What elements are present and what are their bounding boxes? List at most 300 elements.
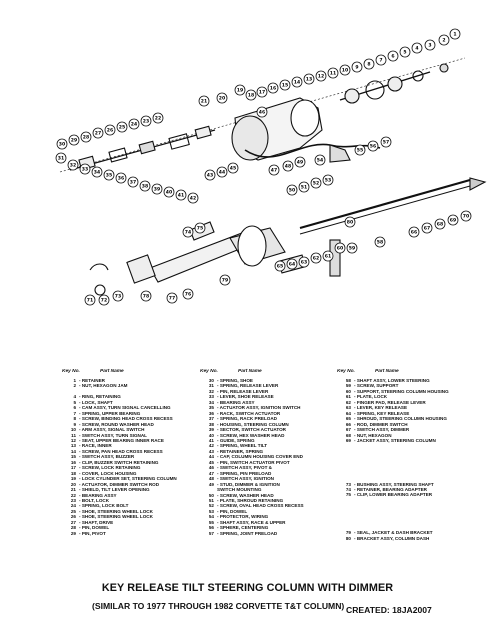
key-number: 19	[70, 476, 76, 482]
legend-entry: 25 - SHOE, STEERING WHEEL LOCK	[58, 509, 193, 514]
key-no-header: Key No.	[337, 369, 355, 374]
callout-number: 37	[129, 180, 137, 186]
legend-entry: 15 - SWITCH ASSY, BUZZER	[58, 454, 193, 459]
callout-number: 53	[324, 178, 332, 184]
callout-number: 1	[453, 32, 457, 38]
part-name: LOCK, SHAFT	[81, 399, 113, 405]
key-number: 42	[208, 443, 214, 449]
legend-entry: 32 - PIN, RELEASE LEVER	[196, 389, 331, 394]
part-name: SHAFT ASSY, RACE & UPPER	[219, 519, 286, 525]
legend-entry: 4 - RING, RETAINING	[58, 394, 193, 399]
part-name: NUT, HEXAGON JAM	[81, 383, 128, 389]
part-name: SPRING, WHEEL TILT	[219, 443, 268, 449]
legend-entry: 29 - PIN, PIVOT	[58, 531, 193, 536]
key-number: 10	[70, 427, 76, 433]
legend-entry: 35 - ACTUATOR ASSY, IGNITION SWITCH	[196, 405, 331, 410]
key-number: 55	[208, 519, 214, 525]
legend-column-1	[58, 369, 193, 536]
legend-entry: 16 - CLIP, BUZZER SWITCH RETAINING	[58, 460, 193, 465]
legend-entry: 14 - SCREW, PAN HEAD CROSS RECESS	[58, 449, 193, 454]
part-name: SWITCH ASSY, DIMMER	[356, 427, 410, 433]
callout-number: 5	[403, 50, 407, 56]
callout-number: 41	[177, 193, 185, 199]
key-number: 56	[208, 525, 214, 531]
legend-entry: 17 - SCREW, LOCK RETAINING	[58, 465, 193, 470]
part-name: PIN, RELEASE LEVER	[219, 388, 269, 394]
callout-number: 80	[346, 220, 354, 226]
key-number: 64	[345, 410, 351, 416]
callout-number: 2	[442, 38, 446, 44]
key-number: 14	[70, 448, 76, 454]
callout-number: 20	[218, 96, 226, 102]
callout-number: 66	[410, 230, 418, 236]
callout-number: 58	[376, 240, 384, 246]
legend-entry: 13 - RACE, INNER	[58, 443, 193, 448]
callout-number: 52	[312, 181, 320, 187]
callout-number: 61	[324, 254, 332, 260]
legend-entry: 8 - SCREW, BINDING HEAD CROSS RECESS	[58, 416, 193, 421]
legend-entry: 45 - PIN, SWITCH ACTUATOR PIVOT	[196, 460, 331, 465]
legend-entry: 73 - BUSHING ASSY, STEERING SHAFT	[333, 482, 493, 487]
legend-entry: 36 - RACK, SWITCH ACTUATOR	[196, 411, 331, 416]
callout-number: 29	[70, 138, 78, 144]
part-name: BEARING ASSY	[219, 399, 255, 405]
part-name: BUSHING ASSY, STEERING SHAFT	[356, 481, 434, 487]
part-name: SHOE, STEERING WHEEL LOCK	[81, 508, 153, 514]
key-number: 31	[208, 383, 214, 389]
key-number: 13	[70, 443, 76, 449]
key-no-header: Key No.	[62, 369, 80, 374]
legend-entry: 24 - SPRING, LOCK BOLT	[58, 503, 193, 508]
legend-entry: 53 - PIN, DOWEL	[196, 509, 331, 514]
part-name: SPRING, KEY RELEASE	[356, 410, 410, 416]
callout-number: 38	[141, 184, 149, 190]
callout-number: 17	[258, 90, 266, 96]
key-number: 43	[208, 448, 214, 454]
callout-number: 42	[189, 196, 197, 202]
key-number: 30	[208, 378, 214, 383]
callout-number: 26	[106, 128, 114, 134]
part-name-header: Part Name	[238, 369, 262, 374]
part-name: NUT, HEXAGON	[356, 432, 392, 438]
callout-number: 9	[355, 65, 359, 71]
legend-entry: 30 - SPRING, SHOE	[196, 378, 331, 383]
callout-number: 43	[206, 173, 214, 179]
part-name: SHOE, STEERING WHEEL LOCK	[81, 514, 153, 520]
legend-entry: 59 - SCREW, SUPPORT	[333, 383, 493, 388]
legend-entry: 2 - NUT, HEXAGON JAM	[58, 383, 193, 388]
legend-entry: 40 - SCREW, HEX WASHER HEAD	[196, 433, 331, 438]
callout-number: 48	[284, 164, 292, 170]
part-name: CAP, COLUMN HOUSING COVER END	[219, 454, 303, 460]
key-number: 40	[208, 432, 214, 438]
key-number: 11	[71, 432, 76, 438]
part-name: SPRING, UPPER BEARING	[81, 410, 141, 416]
legend-entry: 33 - LEVER, SHOE RELEASE	[196, 394, 331, 399]
part-name: RETAINER, BEARING ADAPTER	[356, 486, 427, 492]
part-name: SECTOR, SWITCH ACTUATOR	[219, 427, 286, 433]
callout-number: 3	[428, 43, 432, 49]
key-number: 68	[345, 432, 351, 438]
diagram-title: KEY RELEASE TILT STEERING COLUMN WITH DIMMER	[101, 582, 394, 594]
legend-entry: 47 - SPRING, PIN PRELOAD	[196, 471, 331, 476]
part-name: SCREW, SUPPORT	[356, 383, 399, 389]
part-name: SPHERE, CENTERING	[219, 525, 269, 531]
legend-entry: 43 - RETAINER, SPRING	[196, 449, 331, 454]
key-number: 41	[208, 437, 214, 443]
part-name: SWITCH ASSY, TURN SIGNAL	[81, 432, 147, 438]
callout-number: 56	[369, 144, 377, 150]
legend-entry: 27 - SHAFT, DRIVE	[58, 520, 193, 525]
key-number: 47	[208, 470, 214, 476]
callout-number: 79	[221, 278, 229, 284]
legend-entry: 60 - SUPPORT, STEERING COLUMN HOUSING	[333, 389, 493, 394]
diagram-subtitle: (SIMILAR TO 1977 THROUGH 1982 CORVETTE T&T COLUMN)	[92, 601, 345, 611]
callout-number: 18	[247, 93, 255, 99]
key-number: 1	[73, 378, 76, 383]
legend-entry: 37 - SPRING, RACK PRELOAD	[196, 416, 331, 421]
key-number: 12	[70, 437, 76, 443]
callout-number: 19	[236, 88, 244, 94]
key-number: 49	[208, 481, 214, 487]
key-number: 62	[345, 399, 351, 405]
key-number: 38	[208, 421, 214, 427]
legend-entry: 68 - NUT, HEXAGON	[333, 433, 493, 438]
key-number: 32	[208, 388, 214, 394]
key-number: 7	[73, 410, 76, 416]
legend-entry: 38 - HOUSING, STEERING COLUMN	[196, 422, 331, 427]
legend-header	[333, 369, 493, 378]
key-number: 36	[208, 410, 214, 416]
legend-entry: 22 - BEARING ASSY	[58, 493, 193, 498]
callout-number: 54	[316, 158, 324, 164]
part-name: LEVER, KEY RELEASE	[356, 405, 408, 411]
legend-entry: 50 - SCREW, WASHER HEAD	[196, 493, 331, 498]
part-name: CAM ASSY, TURN SIGNAL CANCELLING	[81, 405, 171, 411]
part-name: SCREW, PAN HEAD CROSS RECESS	[81, 448, 163, 454]
part-name: SEAT, UPPER BEARING INNER RACE	[81, 437, 164, 443]
part-name: SPRING, PIN PRELOAD	[219, 470, 272, 476]
part-name: SEAL, JACKET & DASH BRACKET	[356, 530, 433, 536]
legend-entry: 31 - SPRING, RELEASE LEVER	[196, 383, 331, 388]
key-number: 53	[208, 508, 214, 514]
key-number: 5	[73, 399, 76, 405]
part-name: ACTUATOR, DIMMER SWITCH ROD	[81, 481, 160, 487]
part-name: SCREW, BINDING HEAD CROSS RECESS	[81, 416, 173, 422]
callout-number: 27	[94, 131, 102, 137]
legend-entry: 79 - SEAL, JACKET & DASH BRACKET	[333, 530, 493, 535]
legend-header	[58, 369, 193, 378]
key-number: 8	[73, 416, 76, 422]
legend-entry: 19 - LOCK CYLINDER SET, STEERING COLUMN	[58, 476, 193, 481]
key-number: 48	[208, 476, 214, 482]
callout-number: 64	[288, 262, 296, 268]
part-name: SHAFT, DRIVE	[81, 519, 114, 525]
callout-number: 39	[153, 187, 161, 193]
part-name: SCREW, ROUND WASHER HEAD	[81, 421, 154, 427]
part-name: LEVER, SHOE RELEASE	[219, 394, 274, 400]
legend-entry: 67 - SWITCH ASSY, DIMMER	[333, 427, 493, 432]
legend-entry: 10 - ARM ASSY, SIGNAL SWITCH	[58, 427, 193, 432]
legend-entry: 42 - SPRING, WHEEL TILT	[196, 443, 331, 448]
key-no-header: Key No.	[200, 369, 218, 374]
key-number: 34	[208, 399, 214, 405]
legend-entry: 55 - SHAFT ASSY, RACE & UPPER	[196, 520, 331, 525]
legend-entry: 52 - SCREW, OVAL HEAD CROSS RECESS	[196, 503, 331, 508]
part-name: SHAFT ASSY, LOWER STEERING	[356, 378, 430, 383]
callout-number: 4	[415, 46, 419, 52]
legend-entry: 9 - SCREW, ROUND WASHER HEAD	[58, 422, 193, 427]
callout-number: 32	[69, 163, 77, 169]
callout-number: 57	[382, 140, 390, 146]
part-name: COVER, LOCK HOUSING	[81, 470, 137, 476]
part-name: BRACKET ASSY, COLUMN DASH	[356, 535, 430, 541]
part-name: SWITCH ASSY, BUZZER	[81, 454, 135, 460]
part-name: SCREW, OVAL HEAD CROSS RECESS	[219, 503, 304, 509]
part-name: BEARING ASSY	[81, 492, 117, 498]
part-name: FINGER PAD, RELEASE LEVER	[356, 399, 426, 405]
callout-number: 73	[114, 294, 122, 300]
part-callout-bubbles	[56, 29, 471, 305]
part-name: PIN, DOWEL	[219, 508, 248, 514]
legend-entry: 6 - CAM ASSY, TURN SIGNAL CANCELLING	[58, 405, 193, 410]
legend-entry: 7 - SPRING, UPPER BEARING	[58, 411, 193, 416]
key-number: 74	[345, 486, 351, 492]
key-number: 28	[70, 525, 76, 531]
callout-number: 44	[218, 170, 226, 176]
callout-number: 40	[165, 190, 173, 196]
part-name: SWITCH ASSY, PIVOT &	[219, 465, 272, 471]
callout-number: 62	[312, 256, 320, 262]
callout-number: 60	[336, 246, 344, 252]
legend-entry: 23 - BOLT, LOCK	[58, 498, 193, 503]
legend-entry: 56 - SPHERE, CENTERING	[196, 525, 331, 530]
legend-entry: 65 - SHROUD, STEERING COLUMN HOUSING	[333, 416, 493, 421]
callout-number: 16	[269, 86, 277, 92]
key-number: 57	[208, 530, 214, 536]
legend-entry: 58 - SHAFT ASSY, LOWER STEERING	[333, 378, 493, 383]
legend-entry: 44 - CAP, COLUMN HOUSING COVER END	[196, 454, 331, 459]
callout-number: 6	[391, 54, 395, 60]
legend-entry: 21 - SHIELD, TILT LEVER OPENING	[58, 487, 193, 492]
key-number: 59	[345, 383, 351, 389]
legend-entry: 41 - GUIDE, SPRING	[196, 438, 331, 443]
part-name: RING, RETAINING	[81, 394, 121, 400]
key-number: 15	[70, 454, 76, 460]
key-number: 66	[345, 421, 351, 427]
key-number: 63	[345, 405, 351, 411]
callout-number: 72	[100, 298, 108, 304]
part-name: SWITCH ASSY, IGNITION	[219, 476, 275, 482]
key-number: 60	[345, 388, 351, 394]
key-number: 17	[70, 465, 76, 471]
callout-number: 12	[317, 74, 325, 80]
part-name: PLATE, LOCK	[356, 394, 388, 400]
key-number: 27	[70, 519, 76, 525]
part-name: RACE, INNER	[81, 443, 112, 449]
callout-number: 45	[229, 166, 237, 172]
key-number: 20	[70, 481, 76, 487]
callout-number: 74	[184, 230, 192, 236]
part-name: SCREW, HEX WASHER HEAD	[219, 432, 285, 438]
legend-entry: 61 - PLATE, LOCK	[333, 394, 493, 399]
part-name: LOCK CYLINDER SET, STEERING COLUMN	[81, 476, 177, 482]
part-name: SHIELD, TILT LEVER OPENING	[81, 487, 150, 493]
callout-number: 35	[105, 173, 113, 179]
legend-entry: 62 - FINGER PAD, RELEASE LEVER	[333, 400, 493, 405]
created-date: CREATED: 18JA2007	[346, 605, 432, 615]
key-number: 52	[208, 503, 214, 509]
part-name-header: Part Name	[375, 369, 399, 374]
key-number: 73	[345, 481, 351, 487]
callout-number: 31	[57, 156, 65, 162]
key-number: 37	[208, 416, 214, 422]
part-name: SCREW, LOCK RETAINING	[81, 465, 141, 471]
part-name: SPRING, RACK PRELOAD	[219, 416, 277, 422]
key-number: 24	[70, 503, 76, 509]
key-number: 4	[73, 394, 76, 400]
part-name: SPRING, LOCK BOLT	[81, 503, 129, 509]
callout-number: 36	[117, 176, 125, 182]
key-number: 6	[73, 405, 76, 411]
part-name: CLIP, LOWER BEARING ADAPTER	[356, 492, 433, 498]
callout-number: 75	[196, 226, 204, 232]
key-number: 29	[70, 530, 76, 536]
callout-number: 50	[288, 188, 296, 194]
callout-number: 69	[449, 218, 457, 224]
legend-entry: 28 - PIN, DOWEL	[58, 525, 193, 530]
legend-entry: 12 - SEAT, UPPER BEARING INNER RACE	[58, 438, 193, 443]
legend-header	[196, 369, 331, 378]
callout-number: 15	[281, 83, 289, 89]
part-name-header: Part Name	[100, 369, 124, 374]
callout-number: 23	[142, 119, 150, 125]
legend-entry: 11 - SWITCH ASSY, TURN SIGNAL	[58, 433, 193, 438]
legend-entry: 18 - COVER, LOCK HOUSING	[58, 471, 193, 476]
part-name: GUIDE, SPRING	[219, 437, 255, 443]
callout-number: 22	[154, 116, 162, 122]
key-number: 46	[208, 465, 214, 471]
callout-number: 51	[300, 185, 308, 191]
part-name: SPRING, JOINT PRELOAD	[219, 530, 278, 536]
callout-number: 13	[305, 77, 313, 83]
key-number: 25	[70, 508, 76, 514]
callout-number: 30	[58, 142, 66, 148]
part-name: RETAINER, SPRING	[219, 448, 264, 454]
callout-number: 71	[86, 298, 94, 304]
legend-entry: 80 - BRACKET ASSY, COLUMN DASH	[333, 536, 493, 541]
part-name: BOLT, LOCK	[81, 497, 110, 503]
key-number: 26	[70, 514, 76, 520]
callout-number: 70	[462, 214, 470, 220]
callout-number: 68	[436, 222, 444, 228]
part-name: PIN, SWITCH ACTUATOR PIVOT	[219, 459, 290, 465]
callout-number: 10	[341, 68, 349, 74]
legend-entry: 74 - RETAINER, BEARING ADAPTER	[333, 487, 493, 492]
legend-entry: 51 - PLATE, SHROUD RETAINING	[196, 498, 331, 503]
key-number: 16	[70, 459, 76, 465]
callout-number: 47	[270, 168, 278, 174]
key-number: 2	[73, 383, 76, 389]
legend-entry: 26 - SHOE, STEERING WHEEL LOCK	[58, 514, 193, 519]
callout-number: 76	[184, 292, 192, 298]
callout-number: 7	[379, 58, 383, 64]
callout-number: 46	[258, 110, 266, 116]
legend-entry: 69 - JACKET ASSY, STEERING COLUMN	[333, 438, 493, 443]
part-name: PROTECTOR, WIRING	[219, 514, 269, 520]
part-name: SWITCH MOUNTING	[217, 487, 262, 493]
legend-entry: 66 - ROD, DIMMER SWITCH	[333, 422, 493, 427]
key-number: 67	[345, 427, 351, 433]
key-number: 39	[208, 427, 214, 433]
callout-number: 34	[93, 170, 101, 176]
part-name: PIN, PIVOT	[81, 530, 106, 536]
part-name: SHROUD, STEERING COLUMN HOUSING	[356, 416, 447, 422]
part-name: JACKET ASSY, STEERING COLUMN	[356, 437, 436, 443]
part-name: SPRING, RELEASE LEVER	[219, 383, 279, 389]
callout-number: 77	[168, 296, 176, 302]
callout-number: 55	[356, 148, 364, 154]
legend-entry: 34 - BEARING ASSY	[196, 400, 331, 405]
key-number: 80	[345, 535, 351, 541]
callout-number: 33	[81, 167, 89, 173]
key-number: 9	[73, 421, 76, 427]
callout-number: 21	[200, 99, 208, 105]
callout-number: 65	[276, 264, 284, 270]
part-name: CLIP, BUZZER SWITCH RETAINING	[81, 459, 159, 465]
key-number: 58	[345, 378, 351, 383]
key-number: 18	[70, 470, 76, 476]
callout-number: 8	[367, 62, 371, 68]
part-name: PLATE, SHROUD RETAINING	[219, 497, 284, 503]
legend-entry: 64 - SPRING, KEY RELEASE	[333, 411, 493, 416]
part-name: ACTUATOR ASSY, IGNITION SWITCH	[219, 405, 301, 411]
key-number: 61	[345, 394, 351, 400]
legend-entry: 54 - PROTECTOR, WIRING	[196, 514, 331, 519]
key-number: 79	[345, 530, 351, 536]
key-number: 23	[70, 497, 76, 503]
part-name: ROD, DIMMER SWITCH	[356, 421, 408, 427]
legend-column-2	[196, 369, 331, 536]
callout-number: 14	[293, 80, 301, 86]
legend-entry: 63 - LEVER, KEY RELEASE	[333, 405, 493, 410]
callout-number: 59	[348, 246, 356, 252]
callout-number: 67	[423, 226, 431, 232]
legend-entry: 46 - SWITCH ASSY, PIVOT &	[196, 465, 331, 470]
callout-number: 24	[130, 122, 138, 128]
legend-entry: 1 - RETAINER	[58, 378, 193, 383]
key-number: 65	[345, 416, 351, 422]
legend-entry: 39 - SECTOR, SWITCH ACTUATOR	[196, 427, 331, 432]
key-number: 51	[208, 497, 214, 503]
part-name: STUD, DIMMER & IGNITION	[219, 481, 280, 487]
key-number: 35	[208, 405, 214, 411]
callout-number: 28	[82, 135, 90, 141]
part-name: SPRING, SHOE	[219, 378, 253, 383]
legend-entry: 48 - SWITCH ASSY, IGNITION	[196, 476, 331, 481]
key-number: 33	[208, 394, 214, 400]
key-number: 75	[345, 492, 351, 498]
key-number: 69	[345, 437, 351, 443]
callout-number: 78	[142, 294, 150, 300]
part-name: HOUSING, STEERING COLUMN	[219, 421, 289, 427]
legend-column-3	[333, 369, 493, 541]
part-name: SUPPORT, STEERING COLUMN HOUSING	[356, 388, 449, 394]
legend-entry: 75 - CLIP, LOWER BEARING ADAPTER	[333, 492, 493, 497]
key-number: 21	[70, 487, 76, 493]
key-number: 44	[208, 454, 214, 460]
callout-number: 11	[329, 71, 337, 77]
